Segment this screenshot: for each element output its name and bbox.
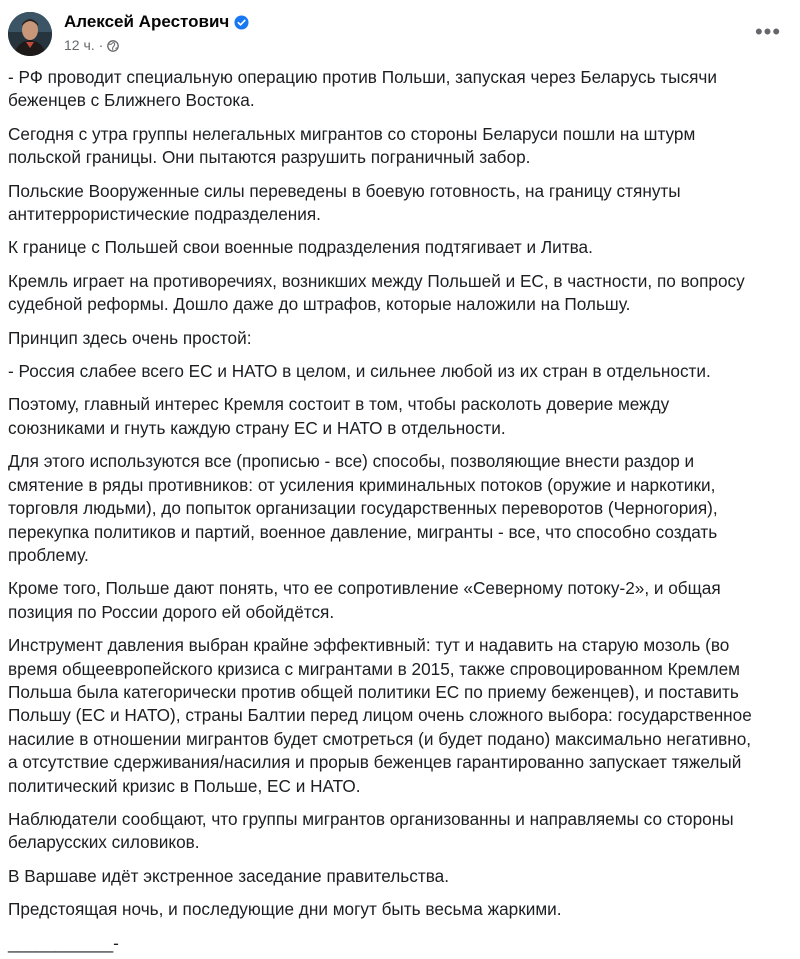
post-paragraph: ___________-: [8, 932, 119, 953]
globe-icon[interactable]: [107, 39, 119, 51]
meta-separator: ·: [98, 37, 104, 53]
author-block: [64, 12, 249, 53]
post-paragraph: Кремль играет на противоречиях, возникших между Польшей и ЕС, в частности, по вопросу судебной реформы. Дошло даже до штрафов, которые наложили на Польшу.: [8, 270, 745, 315]
post-options-button[interactable]: [750, 18, 786, 46]
post-paragraph: К границе с Польшей свои военные подразделения подтягивает и Литва.: [8, 237, 593, 258]
post-paragraph: Принцип здесь очень простой:: [8, 327, 252, 348]
author-avatar[interactable]: [8, 12, 52, 56]
author-name[interactable]: Алексей Арестович: [64, 12, 230, 31]
post-timestamp[interactable]: 12 ч.: [64, 37, 95, 53]
post-body: [8, 66, 792, 955]
verified-badge-icon: [234, 15, 249, 30]
post-paragraph: Поэтому, главный интерес Кремля состоит в том, чтобы расколоть доверие между союзниками и гнуть каждую страну ЕС и НАТО в отдельности.: [8, 394, 670, 438]
more-horizontal-icon: •••: [754, 19, 782, 44]
post-paragraph: - Россия слабее всего ЕС и НАТО в целом, и сильнее любой из их стран в отдельности.: [8, 361, 711, 382]
post-paragraph: Для этого используются все (прописью - все) способы, позволяющие внести раздор и смятение в ряды противников: от усиления криминальных потоков (оружие и наркотики, торговля людьми), до попыток организации государственных переворотов (Черногория), перекупка политиков и партий, военное давление, мигранты - все, что способно создать проблему.: [8, 451, 718, 565]
avatar-image: [8, 12, 52, 56]
post-paragraph: - РФ проводит специальную операцию против Польши, запуская через Беларусь тысячи беженцев с Ближнего Востока.: [8, 67, 717, 111]
post-meta: [64, 37, 249, 53]
post-paragraph: Сегодня с утра группы нелегальных мигрантов со стороны Беларуси пошли на штурм польской границы. Они пытаются разрушить пограничный забор.: [8, 123, 696, 168]
author-row: [64, 12, 249, 32]
post-paragraph: Польские Вооруженные силы переведены в боевую готовность, на границу стянуты антитеррористические подразделения.: [8, 180, 681, 225]
post-paragraph: В Варшаве идёт экстренное заседание правительства.: [8, 865, 449, 886]
post-paragraph: Предстоящая ночь, и последующие дни могут быть весьма жаркими.: [8, 899, 562, 920]
post-paragraph: Кроме того, Польше дают понять, что ее сопротивление «Северному потоку-2», и общая позиция по России дорого ей обойдётся.: [8, 578, 721, 622]
post-header: [8, 8, 800, 58]
post-paragraph: Наблюдатели сообщают, что группы мигрантов организованны и направляемы со стороны беларусских силовиков.: [8, 808, 734, 853]
post-paragraph: Инструмент давления выбран крайне эффективный: тут и надавить на старую мозоль (во время общеевропейского кризиса с мигрантами в 2015, также спровоцированном Кремлем Польша была категорически против общей политики ЕС по приему беженцев), и поставить Польшу (ЕС и НАТО), страны Балтии перед лицом очень сложного выбора: государственное насилие в отношении мигрантов будет смотреться (и будет подано) максимально негативно, а отсутствие сдерживания/насилия и прорыв беженцев гарантированно запускает тяжелый политический кризис в Польше, ЕС и НАТО.: [8, 635, 752, 796]
